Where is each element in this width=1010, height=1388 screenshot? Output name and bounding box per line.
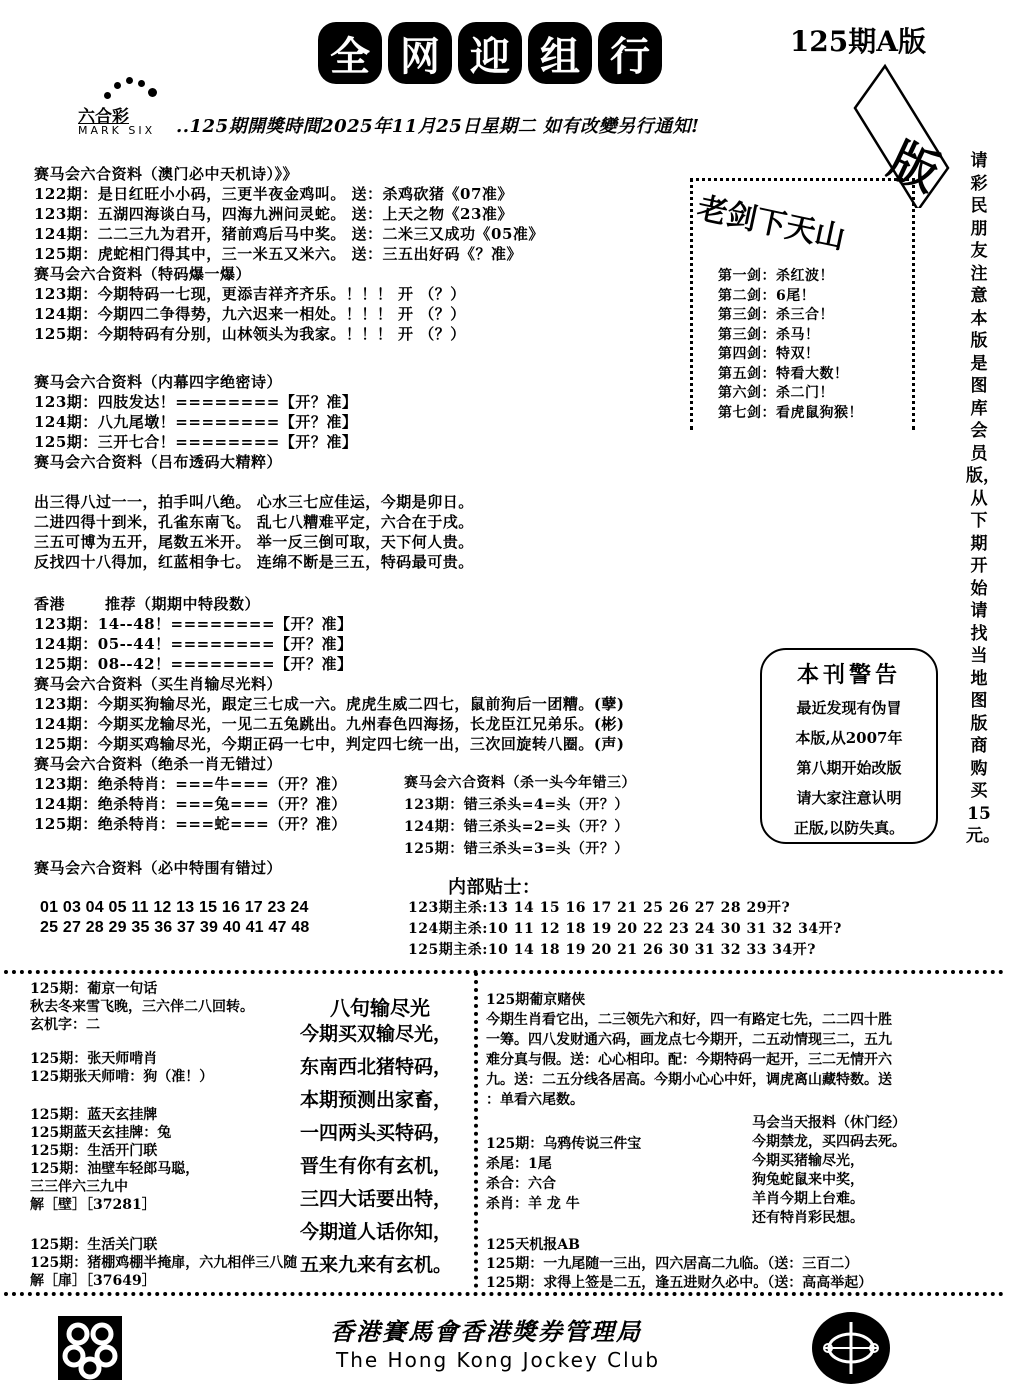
sword-title: 老剑下天山 (694, 190, 849, 257)
mark-six-logo (78, 74, 168, 144)
section-heading: 赛马会六合资料（买生肖输尽光料） (34, 675, 283, 693)
list-item: 125期：葡京一句话 (30, 981, 158, 997)
list-item: 125期：油壁车轻郎马聪， (30, 1161, 200, 1177)
poem-line: 一四两头买特码， (300, 1122, 453, 1144)
section-four-char-poem (34, 372, 357, 472)
list-item: 125期蓝天玄挂牌：兔 (30, 1125, 172, 1141)
list-item: 125期：生活关门联 (30, 1237, 158, 1253)
poem-title: 八句输尽光 (330, 996, 430, 1020)
list-item: 124期：05--44！========【开？准】 (34, 635, 353, 653)
list-item: 123期：今期买狗输尽光，跟定三七成一六。虎虎生威二四七，鼠前狗后一团糟。(孽) (34, 695, 625, 713)
list-item: 125期：虎蛇相门得其中，三一米五又米六。 送：三五出好码《？准》 (34, 245, 523, 263)
page-title (318, 22, 662, 84)
list-item: 杀肖：羊 龙 牛 (486, 1196, 580, 1212)
number-grid (40, 898, 309, 938)
svg-text:版: 版 (880, 131, 948, 203)
list-item: 123期：错三杀头=4=头（开？） (404, 797, 629, 813)
hkjc-emblem-icon (812, 1312, 890, 1384)
warning-box (760, 648, 938, 844)
poem-line: 晋生有你有玄机， (300, 1155, 453, 1177)
bottom-left-block (30, 980, 254, 1034)
list-item: 124期：错三杀头=2=头（开？） (404, 819, 629, 835)
list-item: 124期：绝杀特肖：===兔===（开？准） (34, 795, 347, 813)
list-item: 125期：乌鸦传说三件宝 (486, 1136, 642, 1152)
draw-notice: ..125期開獎時間2025年11月25日星期二 如有改變另行通知! (176, 116, 700, 137)
bottom-left-block (30, 1106, 199, 1214)
list-item: 第二剑：6尾！ (718, 287, 816, 304)
poem-line: 今期买双输尽光， (300, 1023, 453, 1045)
title-char: 行 (598, 22, 662, 84)
gambler-block (486, 990, 892, 1110)
logo-dots-icon (98, 74, 158, 104)
section-heading: 赛马会六合资料（特码爆一爆） (34, 265, 252, 283)
list-item: 今期生肖看它出，二三领先六和好，四一有路定七先，二二四十胜 (486, 1012, 892, 1028)
list-item: 杀合：六合 (486, 1176, 556, 1192)
list-item: 马会当天报料（休门经） (752, 1115, 906, 1131)
list-item: 第六剑：杀二门！ (718, 385, 834, 401)
warning-line: 第八期开始改版 (796, 759, 902, 777)
list-item: 一筹。四八发财通六码，画龙点七今期开，二五动情现三二，五九 (486, 1032, 892, 1048)
list-item: 解［扉］［37649］ (30, 1273, 156, 1289)
logo-text-cn: 六合彩 (78, 107, 129, 127)
section-heading: 赛马会六合资料（杀一头今年错三） (404, 775, 636, 791)
warning-title: 本刊警告 (796, 662, 901, 688)
divider (4, 970, 1004, 974)
list-item: 124期：二二三九为君开，猪前鸡后马中奖。 送：二米三又成功《05准》 (34, 225, 544, 243)
poem-line: 五来九来有玄机。 (300, 1254, 453, 1276)
list-item: 九。送：二五分线各居高。今期小心心中奸，调虎离山藏特数。送 (486, 1072, 892, 1088)
list-item: 羊肖今期上台难。 (752, 1191, 864, 1207)
number-row: 25 27 28 29 35 36 37 39 40 41 47 48 (40, 919, 310, 936)
section-heading: 赛马会六合资料（吕布透码大精粹） (34, 453, 283, 471)
list-item: 124期主杀:10 11 12 18 19 20 22 23 24 30 31 32 34开? (408, 921, 842, 937)
list-item: 125期：08--42！========【开？准】 (34, 655, 353, 673)
edition-label: 125期A版 (789, 25, 926, 58)
list-item: 125期：求得上签是二五，逢五进财久必中。（送：高高举起） (486, 1275, 873, 1291)
bottom-left-block (30, 1050, 213, 1086)
footer-org-en: The Hong Kong Jockey Club (336, 1348, 661, 1372)
section-heading: 125期葡京赌侠 (486, 992, 586, 1008)
footer-org-cn: 香港賽馬會香港獎券管理局 (330, 1317, 642, 1346)
list-item: 125期主杀:10 14 18 19 20 21 26 30 31 32 33 34开? (408, 942, 816, 958)
warning-line: 正版,以防失真。 (793, 819, 905, 837)
poem-line: 本期预测出家畜， (300, 1089, 453, 1111)
tianji-block (486, 1236, 872, 1293)
list-item: 123期：14--48！========【开？准】 (34, 615, 353, 633)
list-item: 杀尾：1尾 (486, 1156, 552, 1172)
list-item: 第一剑：杀红波！ (718, 268, 834, 284)
list-item: 解［壁］［37281］ (30, 1197, 156, 1213)
list-item: 反找四十八得加，红蓝相争七。 连绵不断是三五，特码最可贵。 (34, 553, 474, 571)
list-item: 第三剑：杀三合！ (718, 307, 834, 323)
list-item: 玄机字：二 (30, 1017, 100, 1033)
sword-list (718, 267, 863, 423)
divider (474, 972, 478, 1288)
list-item: 狗兔蛇鼠来中奖， (752, 1172, 864, 1188)
number-row: 01 03 04 05 11 12 13 15 16 17 23 24 (40, 899, 309, 916)
warning-line: 本版,从2007年 (795, 729, 903, 747)
list-item: 第五剑：特看大数！ (718, 365, 849, 382)
list-item: 三五可博为五开，尾数五米开。 举一反三倒可取，天下何人贵。 (34, 533, 474, 551)
list-item: 125期：一九尾随一三出，四六居高二九临。（送：三百二） (486, 1256, 859, 1272)
list-item: 125期：生活开门联 (30, 1143, 158, 1159)
section-heading: 赛马会六合资料（必中特围有错过） (34, 859, 283, 877)
title-char: 组 (528, 22, 592, 84)
poem-line: 东南西北猪特码， (300, 1056, 453, 1078)
list-item: 难分真与假。送：心心相印。配：今期特码一起开，三二无情开六 (486, 1052, 892, 1068)
list-item: 出三得八过一一，拍手叫八绝。 心水三七应佳运，今期是卯日。 (34, 493, 474, 511)
list-item: 125期：猪棚鸡棚半掩扉，六九相伴三八随 (30, 1255, 298, 1271)
list-item: 今期禁龙，买四码去死。 (752, 1134, 906, 1150)
list-item: 124期：今期买龙输尽光，一见二五兔跳出。九州春色四海扬，长龙臣江兄弟乐。(彬) (34, 715, 625, 733)
section-heading: 赛马会六合资料（绝杀一肖无错过） (34, 755, 283, 773)
list-item: 123期：今期特码一七现，更添吉祥齐齐乐。！！！ 开 （？） (34, 285, 466, 303)
list-item: 123期：五湖四海谈白马，四海九洲问灵蛇。 送：上天之物《23准》 (34, 205, 513, 223)
warning-line: 请大家注意认明 (796, 789, 902, 807)
list-item: ：单看六尾数。 (486, 1092, 584, 1108)
vertical-notice: 请彩民朋友注意本版是图库会员版，从下期开始请找当地图版商购买15元。 (966, 151, 1000, 846)
section-heading: 香港 推荐（期期中特段数） (34, 595, 261, 613)
section-special-range (34, 858, 282, 878)
hkjc-lottery-logo-icon (58, 1316, 122, 1380)
list-item: 还有特肖彩民想。 (752, 1210, 864, 1226)
list-item: 三三伴六三九中 (30, 1179, 128, 1195)
poem (300, 1018, 452, 1282)
logo-text-en: MARK SIX (78, 124, 156, 137)
list-item: 第七剑：看虎鼠狗猴！ (718, 404, 863, 421)
list-item: 125期：蓝天玄挂牌 (30, 1107, 158, 1123)
section-heading: 赛马会六合资料（澳门必中天机诗）》》 (34, 165, 299, 183)
list-item: 122期：是日红旺小小码，三更半夜金鸡叫。 送：杀鸡砍猪《07准》 (34, 185, 513, 203)
list-item: 125期：今期特码有分别，山林领头为我家。！！！ 开 （？） (34, 325, 466, 343)
title-char: 网 (388, 22, 452, 84)
section-kill-head (404, 772, 636, 860)
list-item: 124期：八九尾墩！========【开？准】 (34, 413, 358, 431)
section-macau-poem (34, 164, 544, 344)
sword-box (690, 178, 915, 430)
title-char: 迎 (458, 22, 522, 84)
list-item: 第三剑：杀马！ (718, 326, 820, 343)
list-item: 今期买猪输尽光， (752, 1153, 864, 1169)
section-lubu-poem (34, 492, 474, 572)
poem-line: 今期道人话你知， (300, 1221, 453, 1243)
list-item: 123期主杀:13 14 15 16 17 21 25 26 27 28 29开? (408, 900, 791, 916)
section-heading: 赛马会六合资料（内幕四字绝密诗） (34, 373, 283, 391)
list-item: 125期：绝杀特肖：===蛇===（开？准） (34, 815, 347, 833)
list-item: 125天机报AB (486, 1237, 580, 1253)
list-item: 125期：张天师啃肖 (30, 1051, 158, 1067)
horse-block (752, 1114, 906, 1228)
list-item: 123期：四肢发达！========【开？准】 (34, 393, 358, 411)
list-item: 125期张天师啃：狗（准！） (30, 1069, 214, 1085)
warning-line: 最近发现有伪冒 (796, 699, 902, 717)
bottom-left-block (30, 1236, 297, 1290)
section-heading: 内部贴士： (448, 877, 541, 898)
list-item: 秋去冬来雪飞晚，三六伴二八回转。 (30, 999, 254, 1015)
list-item: 125期：今期买鸡输尽光，今期正码一七中，判定四七统一出，三次回旋转八圈。(声) (34, 735, 625, 753)
list-item: 二进四得十到米，孔雀东南飞。 乱七八糟难平定，六合在于戌。 (34, 513, 474, 531)
poem-line: 三四大话要出特， (300, 1188, 453, 1210)
list-item: 124期：今期四二争得势，九六迟来一相处。！！！ 开 （？） (34, 305, 466, 323)
section-insider-tips (408, 878, 842, 961)
list-item: 125期：三开七合！========【开？准】 (34, 433, 358, 451)
title-char: 全 (318, 22, 382, 84)
list-item: 第四剑：特双！ (718, 346, 820, 362)
crow-block (486, 1134, 641, 1214)
list-item: 125期：错三杀头=3=头（开？） (404, 841, 629, 857)
list-item: 123期：绝杀特肖：===牛===（开？准） (34, 775, 347, 793)
